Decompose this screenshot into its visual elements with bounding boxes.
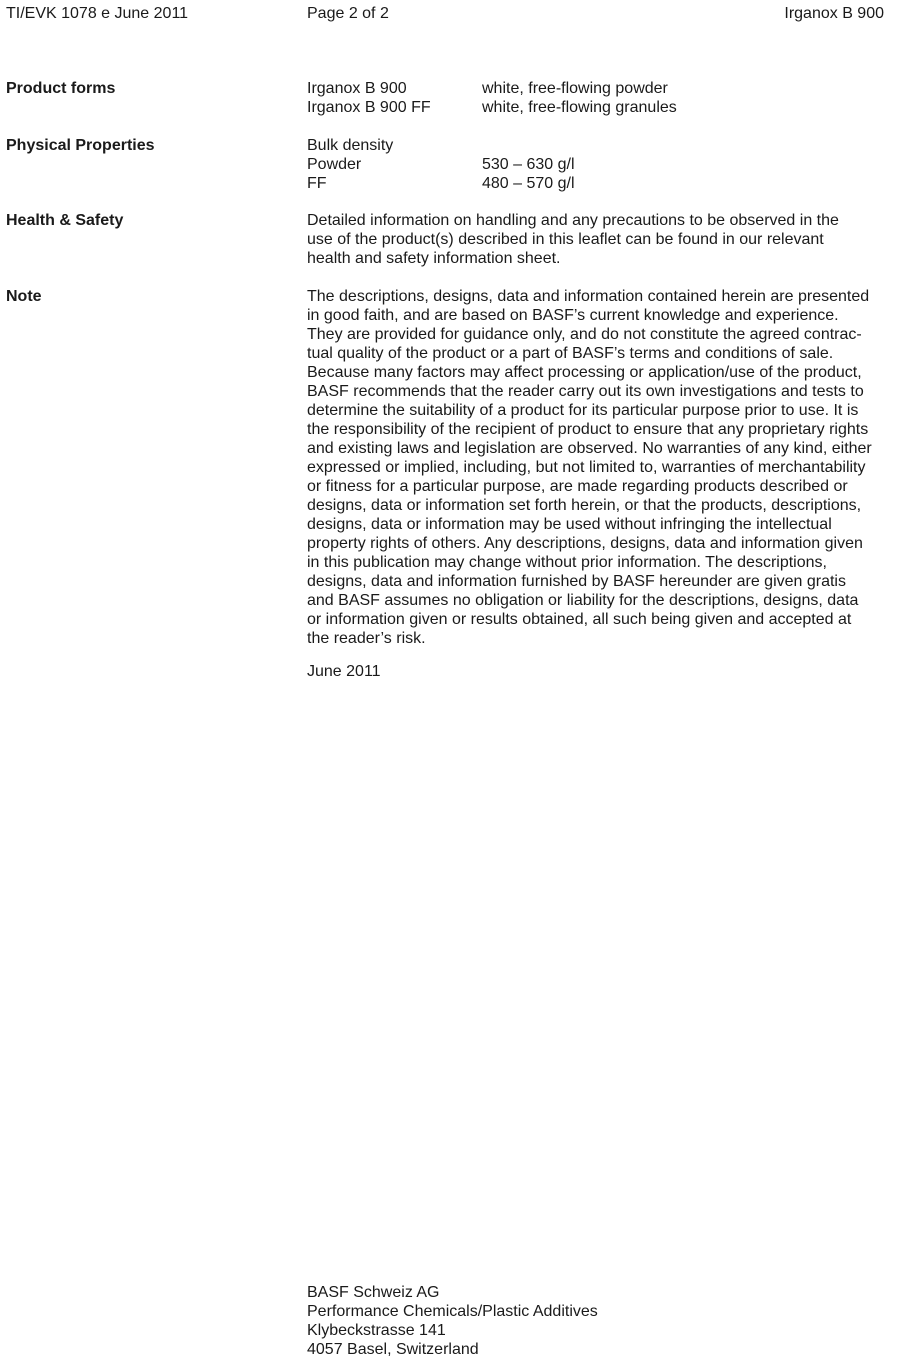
text-line: BASF recommends that the reader carry out its own investigations and tests to — [307, 383, 864, 400]
text-line: Because many factors may affect processing or application/use of the product, — [307, 364, 862, 381]
text-line: property rights of others. Any descriptions, designs, data and information given — [307, 535, 863, 552]
product-forms-label: Product forms — [6, 80, 116, 97]
property-value: 530 – 630 g/l — [482, 156, 575, 173]
address-line: 4057 Basel, Switzerland — [307, 1341, 479, 1358]
text-line: in this publication may change without prior information. The descriptions, — [307, 554, 827, 571]
text-line: health and safety information sheet. — [307, 250, 561, 267]
text-line: They are provided for guidance only, and do not constitute the agreed contrac- — [307, 326, 862, 343]
address-line: Performance Chemicals/Plastic Additives — [307, 1303, 598, 1320]
physical-properties-label: Physical Properties — [6, 137, 155, 154]
property-name: Powder — [307, 156, 362, 173]
note-text — [307, 287, 887, 648]
text-line: designs, data and information furnished by BASF hereunder are given gratis — [307, 573, 846, 590]
health-safety-text — [307, 211, 887, 268]
text-line: or information given or results obtained, all such being given and accepted at — [307, 611, 852, 628]
header-document-code: TI/EVK 1078 e June 2011 — [6, 5, 189, 22]
text-line: determine the suitability of a product for its particular purpose prior to use. It is — [307, 402, 859, 419]
header-product-name: Irganox B 900 — [784, 5, 884, 22]
text-line: tual quality of the product or a part of BASF’s terms and conditions of sale. — [307, 345, 834, 362]
text-line: Detailed information on handling and any precautions to be observed in the — [307, 212, 839, 229]
address-line: BASF Schweiz AG — [307, 1284, 440, 1301]
text-line: designs, data or information set forth herein, or that the products, descriptions, — [307, 497, 862, 514]
text-line: in good faith, and are based on BASF’s current knowledge and experience. — [307, 307, 839, 324]
text-line: the reader’s risk. — [307, 630, 426, 647]
note-date: June 2011 — [307, 663, 381, 680]
text-line: expressed or implied, including, but not limited to, warranties of merchantability — [307, 459, 866, 476]
product-form-name: Irganox B 900 FF — [307, 99, 431, 116]
property-name: FF — [307, 175, 327, 192]
text-line: The descriptions, designs, data and information contained herein are presented — [307, 288, 870, 305]
text-line: designs, data or information may be used without infringing the intellectual — [307, 516, 832, 533]
text-line: use of the product(s) described in this leaflet can be found in our relevant — [307, 231, 824, 248]
header-page-number: Page 2 of 2 — [307, 5, 389, 22]
text-line: the responsibility of the recipient of product to ensure that any proprietary rights — [307, 421, 869, 438]
product-form-value: white, free-flowing powder — [482, 80, 668, 97]
product-form-value: white, free-flowing granules — [482, 99, 677, 116]
health-safety-label: Health & Safety — [6, 212, 124, 229]
text-line: and existing laws and legislation are observed. No warranties of any kind, either — [307, 440, 872, 457]
bulk-density-heading: Bulk density — [307, 137, 394, 154]
note-label: Note — [6, 288, 42, 305]
footer-address — [307, 1283, 598, 1359]
address-line: Klybeckstrasse 141 — [307, 1322, 446, 1339]
text-line: or fitness for a particular purpose, are made regarding products described or — [307, 478, 848, 495]
property-value: 480 – 570 g/l — [482, 175, 575, 192]
text-line: and BASF assumes no obligation or liability for the descriptions, designs, data — [307, 592, 859, 609]
product-form-name: Irganox B 900 — [307, 80, 407, 97]
